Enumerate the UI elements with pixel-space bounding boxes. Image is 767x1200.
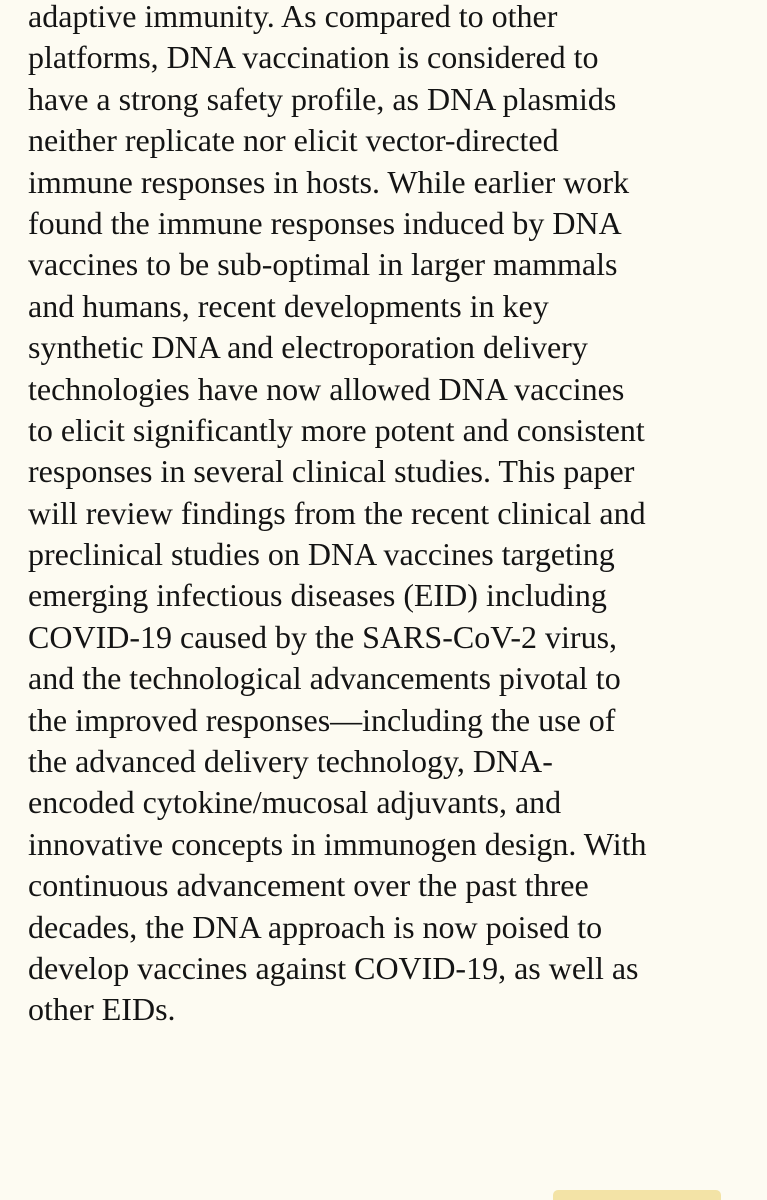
text-line: continuous advancement over the past three — [28, 867, 589, 904]
text-line: decades, the DNA approach is now poised to — [28, 908, 603, 945]
text-line: to elicit significantly more potent and consistent — [28, 411, 645, 448]
text-line: immune responses in hosts. While earlier work — [28, 163, 630, 200]
text-line: COVID-19 caused by the SARS-CoV-2 virus, — [28, 618, 618, 655]
highlight-menu-tab[interactable] — [553, 1190, 721, 1200]
text-line: encoded cytokine/mucosal adjuvants, and — [28, 784, 562, 821]
text-line: adaptive immunity. As compared to other — [28, 0, 558, 34]
text-line: platforms, DNA vaccination is considered to — [28, 39, 599, 76]
text-line: and humans, recent developments in key — [28, 287, 549, 324]
text-line: the advanced delivery technology, DNA- — [28, 743, 553, 780]
text-line: the improved responses—including the use of — [28, 701, 616, 738]
abstract-text — [28, 0, 758, 1032]
text-line: synthetic DNA and electroporation delivery — [28, 329, 588, 366]
text-line: found the immune responses induced by DNA — [28, 204, 622, 241]
text-line: develop vaccines against COVID-19, as well as — [28, 949, 639, 986]
text-line: emerging infectious diseases (EID) including — [28, 577, 607, 614]
text-line: innovative concepts in immunogen design. With — [28, 825, 647, 862]
text-line: responses in several clinical studies. This paper — [28, 453, 635, 490]
text-line: have a strong safety profile, as DNA plasmids — [28, 80, 617, 117]
text-line: technologies have now allowed DNA vaccines — [28, 370, 625, 407]
text-line: neither replicate nor elicit vector-directed — [28, 122, 559, 159]
text-line: preclinical studies on DNA vaccines targeting — [28, 536, 615, 573]
text-line: other EIDs. — [28, 991, 176, 1028]
text-line: and the technological advancements pivotal to — [28, 660, 621, 697]
text-line: vaccines to be sub-optimal in larger mammals — [28, 246, 618, 283]
text-line: will review findings from the recent clinical and — [28, 494, 646, 531]
